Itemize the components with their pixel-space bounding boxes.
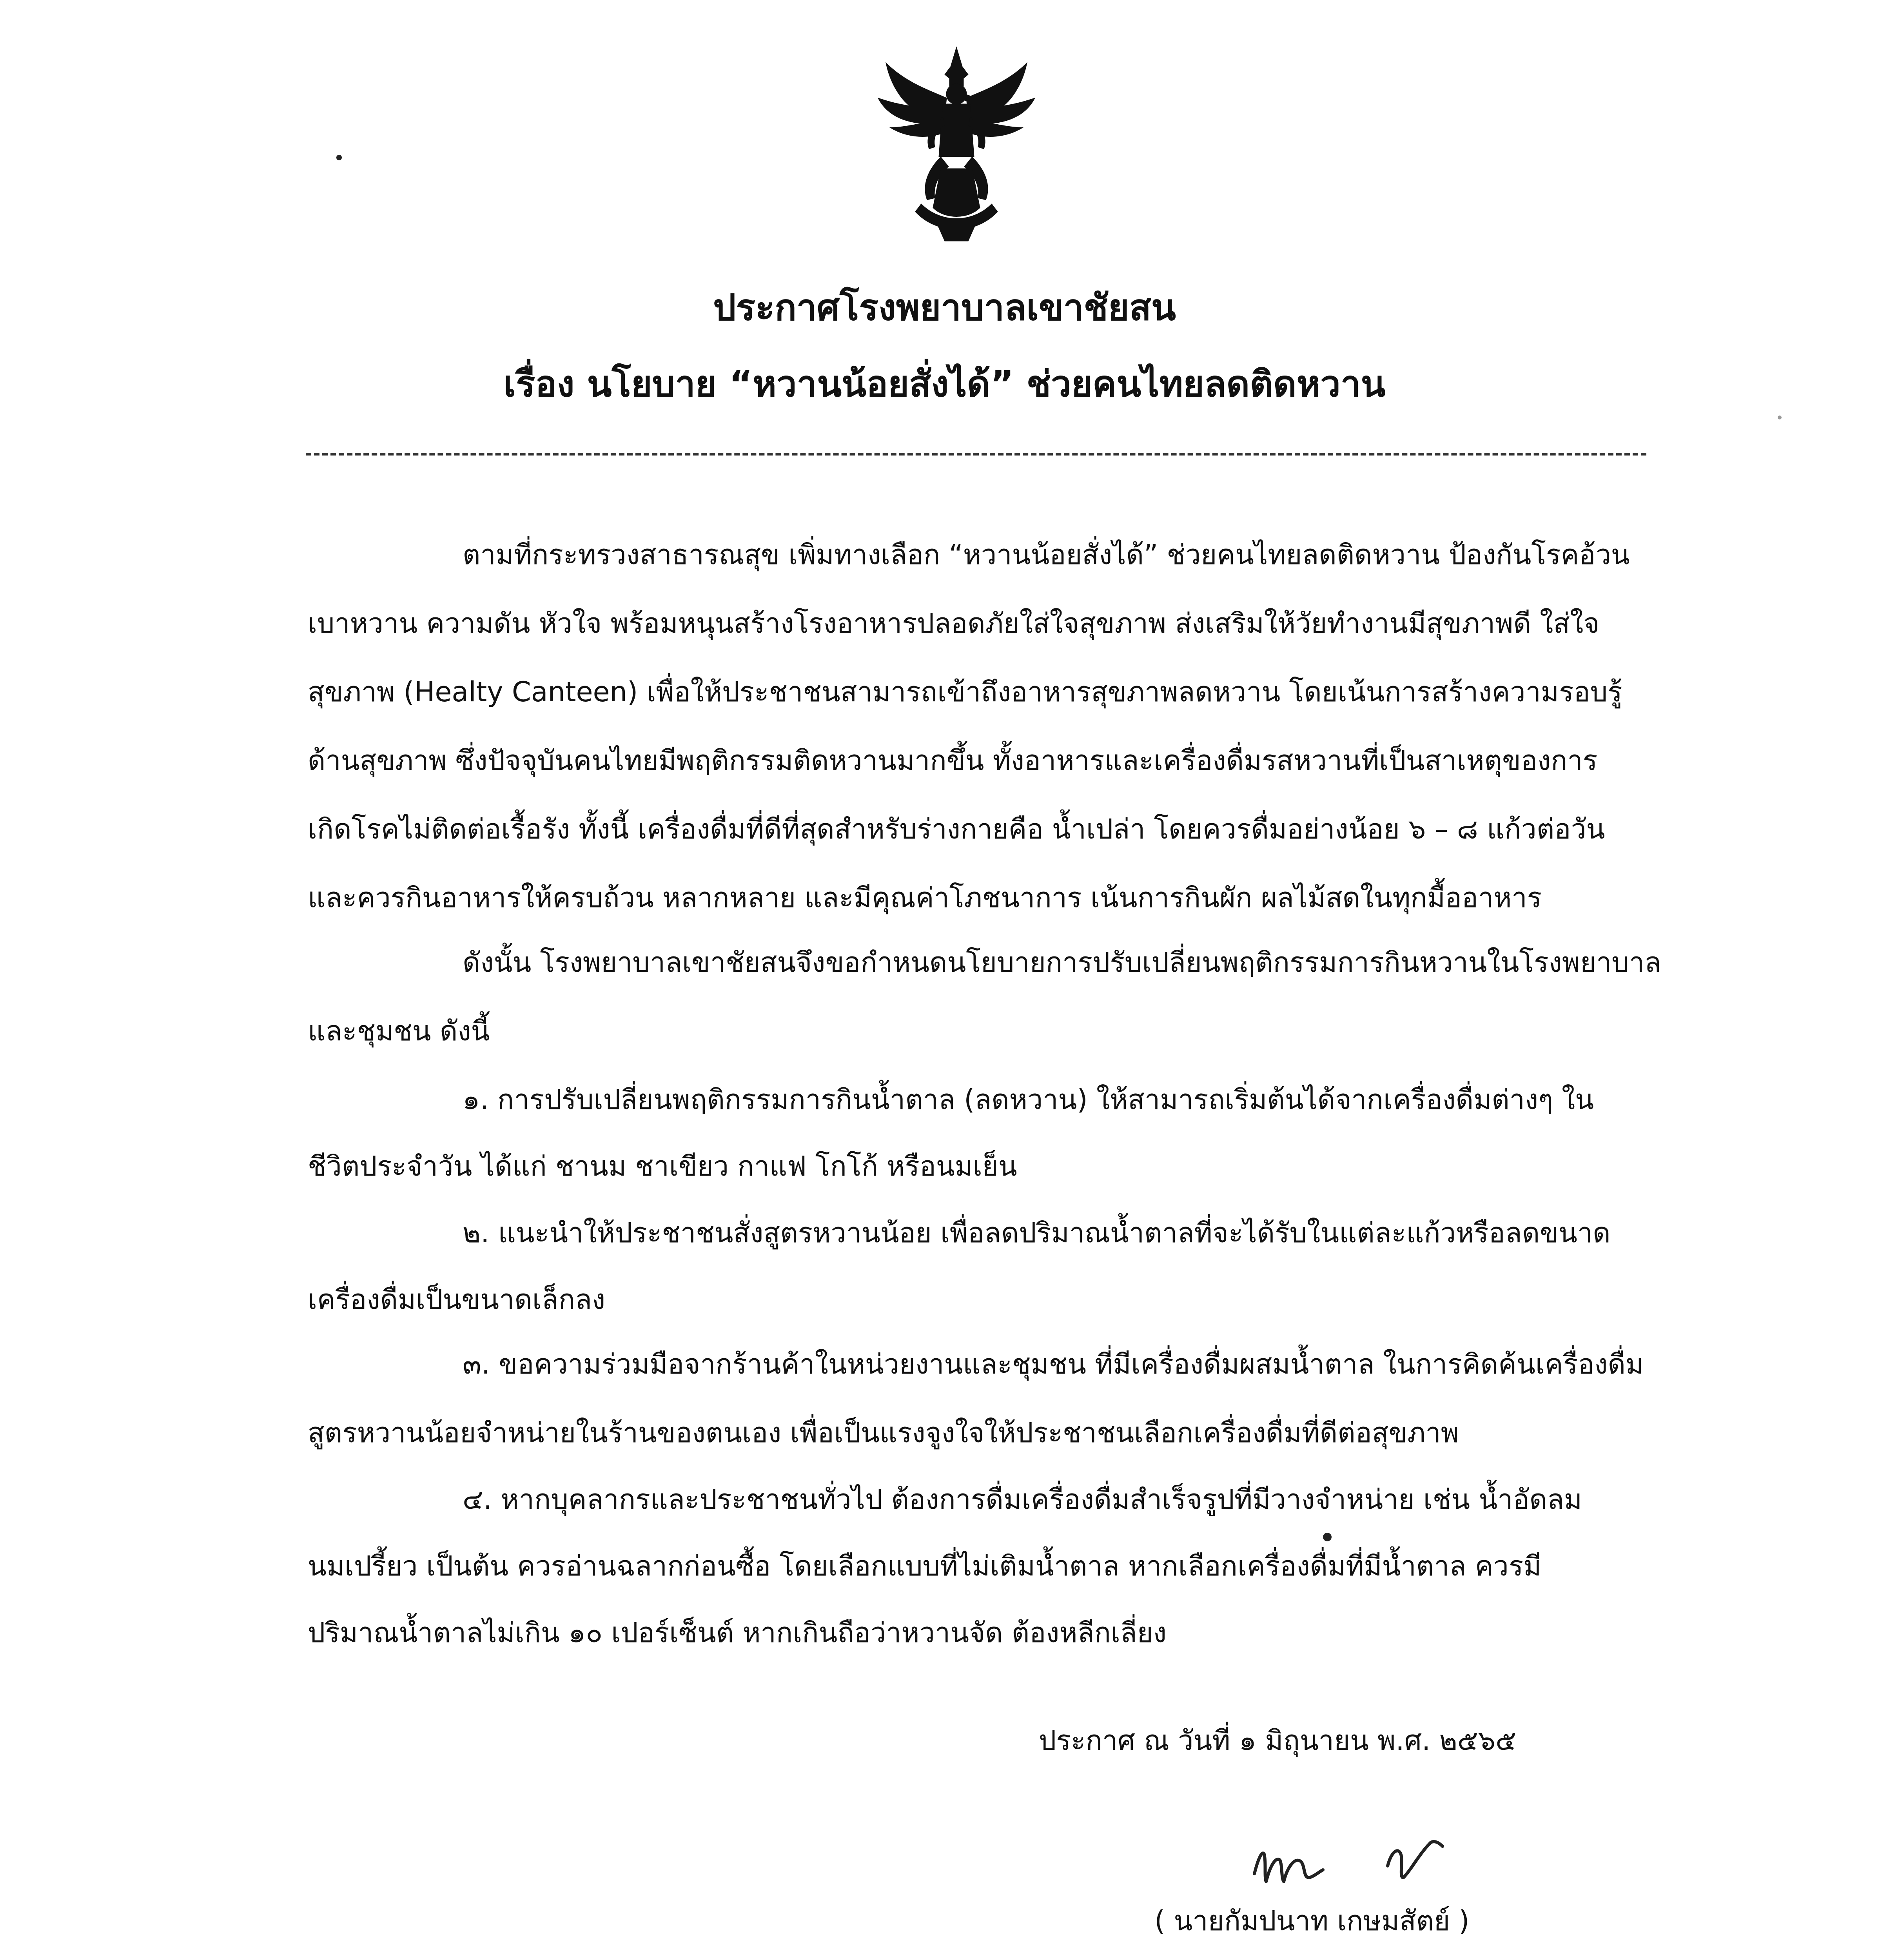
body-line: ๒. แนะนำให้ประชาชนสั่งสูตรหวานน้อย เพื่อลดปริมาณน้ำตาลที่จะได้รับในแต่ละแก้วหรือลดขนาด	[463, 1217, 1611, 1249]
body-line: นมเปรี้ยว เป็นต้น ควรอ่านฉลากก่อนซื้อ โดยเลือกแบบที่ไม่เติมน้ำตาล หากเลือกเครื่องดื่มที่มีน้ำตาล ควรมี	[308, 1550, 1542, 1582]
body-line: เครื่องดื่มเป็นขนาดเล็กลง	[308, 1283, 606, 1316]
body-line: ๔. หากบุคลากรและประชาชนทั่วไป ต้องการดื่มเครื่องดื่มสำเร็จรูปที่มีวางจำหน่าย เช่น น้ำอัดลม	[463, 1483, 1582, 1515]
body-line: ๓. ขอความร่วมมือจากร้านค้าในหน่วยงานและชุมชน ที่มีเครื่องดื่มผสมน้ำตาล ในการคิดค้นเครื่องดื่ม	[463, 1348, 1644, 1380]
scan-speck	[336, 155, 342, 160]
body-line: สูตรหวานน้อยจำหน่ายในร้านของตนเอง เพื่อเป็นแรงจูงใจให้ประชาชนเลือกเครื่องดื่มที่ดีต่อสุขภาพ	[308, 1417, 1459, 1449]
body-line: ด้านสุขภาพ ซึ่งปัจจุบันคนไทยมีพฤติกรรมติดหวานมากขึ้น ทั้งอาหารและเครื่องดื่มรสหวานที่เป็นสาเหตุของการ	[308, 744, 1598, 777]
body-line: เบาหวาน ความดัน หัวใจ พร้อมหนุนสร้างโรงอาหารปลอดภัยใส่ใจสุขภาพ ส่งเสริมให้วัยทำงานมีสุขภาพดี ใส่ใจ	[308, 607, 1600, 639]
scan-speck	[1323, 1533, 1332, 1541]
body-line: เกิดโรคไม่ติดต่อเรื้อรัง ทั้งนี้ เครื่องดื่มที่ดีที่สุดสำหรับร่างกายคือ น้ำเปล่า โดยควรดื่มอย่างน้อย ๖ – ๘ แก้วต่อวัน	[308, 813, 1605, 845]
announcement-subject: เรื่อง นโยบาย “หวานน้อยสั่งได้” ช่วยคนไทยลดติดหวาน	[503, 363, 1386, 405]
scan-speck	[1778, 416, 1782, 419]
signer-name: ( นายกัมปนาท เกษมสัตย์ )	[1154, 1905, 1470, 1937]
body-line: ตามที่กระทรวงสาธารณสุข เพิ่มทางเลือก “หวานน้อยสั่งได้” ช่วยคนไทยลดติดหวาน ป้องกันโรคอ้วน	[463, 539, 1630, 571]
body-line: ชีวิตประจำวัน ได้แก่ ชานม ชาเขียว กาแฟ โกโก้ หรือนมเย็น	[308, 1150, 1017, 1182]
announcement-title: ประกาศโรงพยาบาลเขาชัยสน	[713, 287, 1176, 328]
announcement-date: ประกาศ ณ วันที่ ๑ มิถุนายน พ.ศ. ๒๕๖๕	[1039, 1724, 1517, 1757]
garuda-emblem-icon	[862, 39, 1051, 243]
handwritten-signature	[1247, 1819, 1458, 1905]
body-line: และควรกินอาหารให้ครบถ้วน หลากหลาย และมีคุณค่าโภชนาการ เน้นการกินผัก ผลไม้สดในทุกมื้ออาหาร	[308, 882, 1542, 914]
body-line: ๑. การปรับเปลี่ยนพฤติกรรมการกินน้ำตาล (ลดหวาน) ให้สามารถเริ่มต้นได้จากเครื่องดื่มต่างๆ ใน	[463, 1083, 1594, 1116]
body-line: สุขภาพ (Healty Canteen) เพื่อให้ประชาชนสามารถเข้าถึงอาหารสุขภาพลดหวาน โดยเน้นการสร้างความรอบรู้	[308, 676, 1622, 708]
body-line: ปริมาณน้ำตาลไม่เกิน ๑๐ เปอร์เซ็นต์ หากเกินถือว่าหวานจัด ต้องหลีกเลี่ยง	[308, 1617, 1167, 1649]
body-line: และชุมชน ดังนี้	[308, 1015, 490, 1047]
body-line: ดังนั้น โรงพยาบาลเขาชัยสนจึงขอกำหนดนโยบายการปรับเปลี่ยนพฤติกรรมการกินหวานในโรงพยาบาล	[463, 946, 1661, 978]
header-divider	[306, 453, 1646, 456]
